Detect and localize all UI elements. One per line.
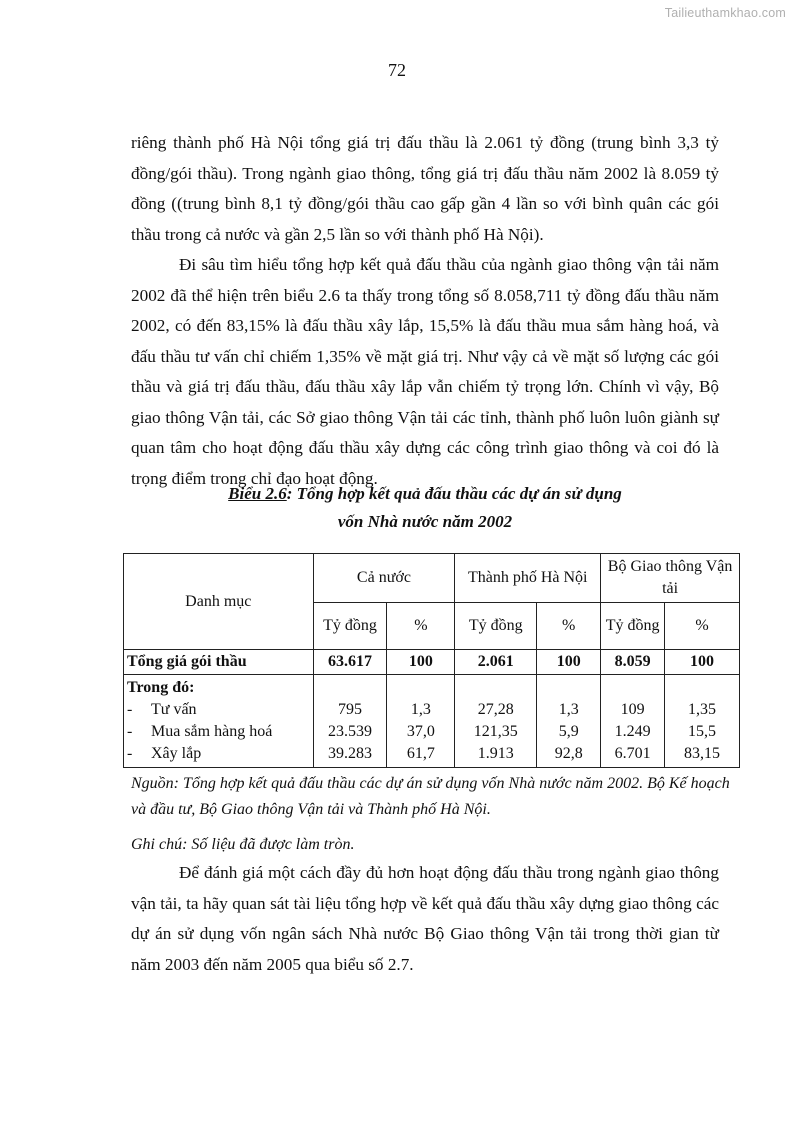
table-cell: 1,3 37,0 61,7	[387, 675, 455, 768]
results-table	[123, 553, 740, 768]
table-cell: 100	[537, 650, 601, 675]
item-label: - Xây lắp	[127, 745, 202, 762]
page-number: 72	[388, 60, 406, 80]
breakdown-row	[124, 675, 740, 768]
source-note: Nguồn: Tổng hợp kết quả đấu thầu các dự án sử dụng vốn Nhà nước năm 2002. Bộ Kế hoạch và đầu tư, Bộ Giao thông Vận tải và Thành phố Hà Nội.	[131, 775, 730, 818]
unit-header: Tỷ đồng	[313, 603, 387, 650]
category-header: Danh mục	[124, 554, 314, 650]
table-cell: 795 23.539 39.283	[313, 675, 387, 768]
item-label: - Mua sắm hàng hoá	[127, 723, 273, 740]
table-cell: 1,35 15,5 83,15	[665, 675, 740, 768]
table-cell: 109 1.249 6.701	[601, 675, 665, 768]
total-label: Tổng giá gói thầu	[124, 650, 314, 675]
caption-title-line2: vốn Nhà nước năm 2002	[337, 512, 513, 531]
table-cell: 2.061	[455, 650, 537, 675]
table-cell: 100	[665, 650, 740, 675]
paragraph-1: riêng thành phố Hà Nội tổng giá trị đấu thầu là 2.061 tỷ đồng (trung bình 3,3 tỷ đồng/gói thầu). Trong ngành giao thông, tổng giá trị đấu thầu năm 2002 là 8.059 tỷ đồng ((trung bình 8,1 tỷ đồng/gói thầu cao gấp gần 4 lần so với bình quân các gói thầu trong cả nước và gần 2,5 lần so với thành phố Hà Nội).	[131, 133, 719, 244]
total-row	[124, 650, 740, 675]
group-header: Cả nước	[313, 554, 455, 603]
table-cell: 63.617	[313, 650, 387, 675]
table-caption	[131, 480, 719, 508]
caption-label: Biểu 2.6	[228, 484, 287, 503]
subheading: Trong đó:	[127, 679, 195, 696]
watermark: Tailieuthamkhao.com	[664, 6, 786, 20]
paragraph-3: Để đánh giá một cách đầy đủ hơn hoạt động đấu thầu trong ngành giao thông vận tải, ta hãy quan sát tài liệu tổng hợp về kết quả đấu thầu xây dựng giao thông các dự án sử dụng vốn ngân sách Nhà nước Bộ Giao thông Vận tải trong thời gian từ năm 2003 đến năm 2005 qua biểu số 2.7.	[131, 863, 719, 974]
table-cell: 27,28 121,35 1.913	[455, 675, 537, 768]
caption-title-line1: : Tổng hợp kết quả đấu thầu các dự án sử dụng	[286, 484, 622, 503]
unit-header: %	[665, 603, 740, 650]
table-cell: 1,3 5,9 92,8	[537, 675, 601, 768]
table-cell: 100	[387, 650, 455, 675]
breakdown-labels	[124, 675, 314, 768]
unit-header: %	[387, 603, 455, 650]
unit-header: %	[537, 603, 601, 650]
unit-header: Tỷ đồng	[455, 603, 537, 650]
group-header: Bộ Giao thông Vận tải	[601, 554, 740, 603]
header-row-groups	[124, 554, 740, 603]
item-label: - Tư vấn	[127, 701, 197, 718]
group-header: Thành phố Hà Nội	[455, 554, 601, 603]
table-cell: 8.059	[601, 650, 665, 675]
paragraph-2: Đi sâu tìm hiểu tổng hợp kết quả đấu thầu của ngành giao thông vận tải năm 2002 đã thể hiện trên biểu 2.6 ta thấy trong tổng số 8.058,711 tỷ đồng đấu thầu năm 2002, có đến 83,15% là đấu thầu xây lắp, 15,5% là đấu thầu mua sắm hàng hoá, và đấu thầu tư vấn chỉ chiếm 1,35% về mặt giá trị. Như vậy cả về mặt số lượng các gói thầu và giá trị đấu thầu, đấu thầu xây lắp vẫn chiếm tỷ trọng lớn. Chính vì vậy, Bộ giao thông Vận tải, các Sở giao thông Vận tải các tỉnh, thành phố luôn luôn giành sự quan tâm cho hoạt động đấu thầu xây dựng các công trình giao thông và coi đó là trọng điểm trong chỉ đạo hoạt động.	[131, 255, 719, 488]
remark-note: Ghi chú: Số liệu đã được làm tròn.	[131, 836, 355, 853]
unit-header: Tỷ đồng	[601, 603, 665, 650]
